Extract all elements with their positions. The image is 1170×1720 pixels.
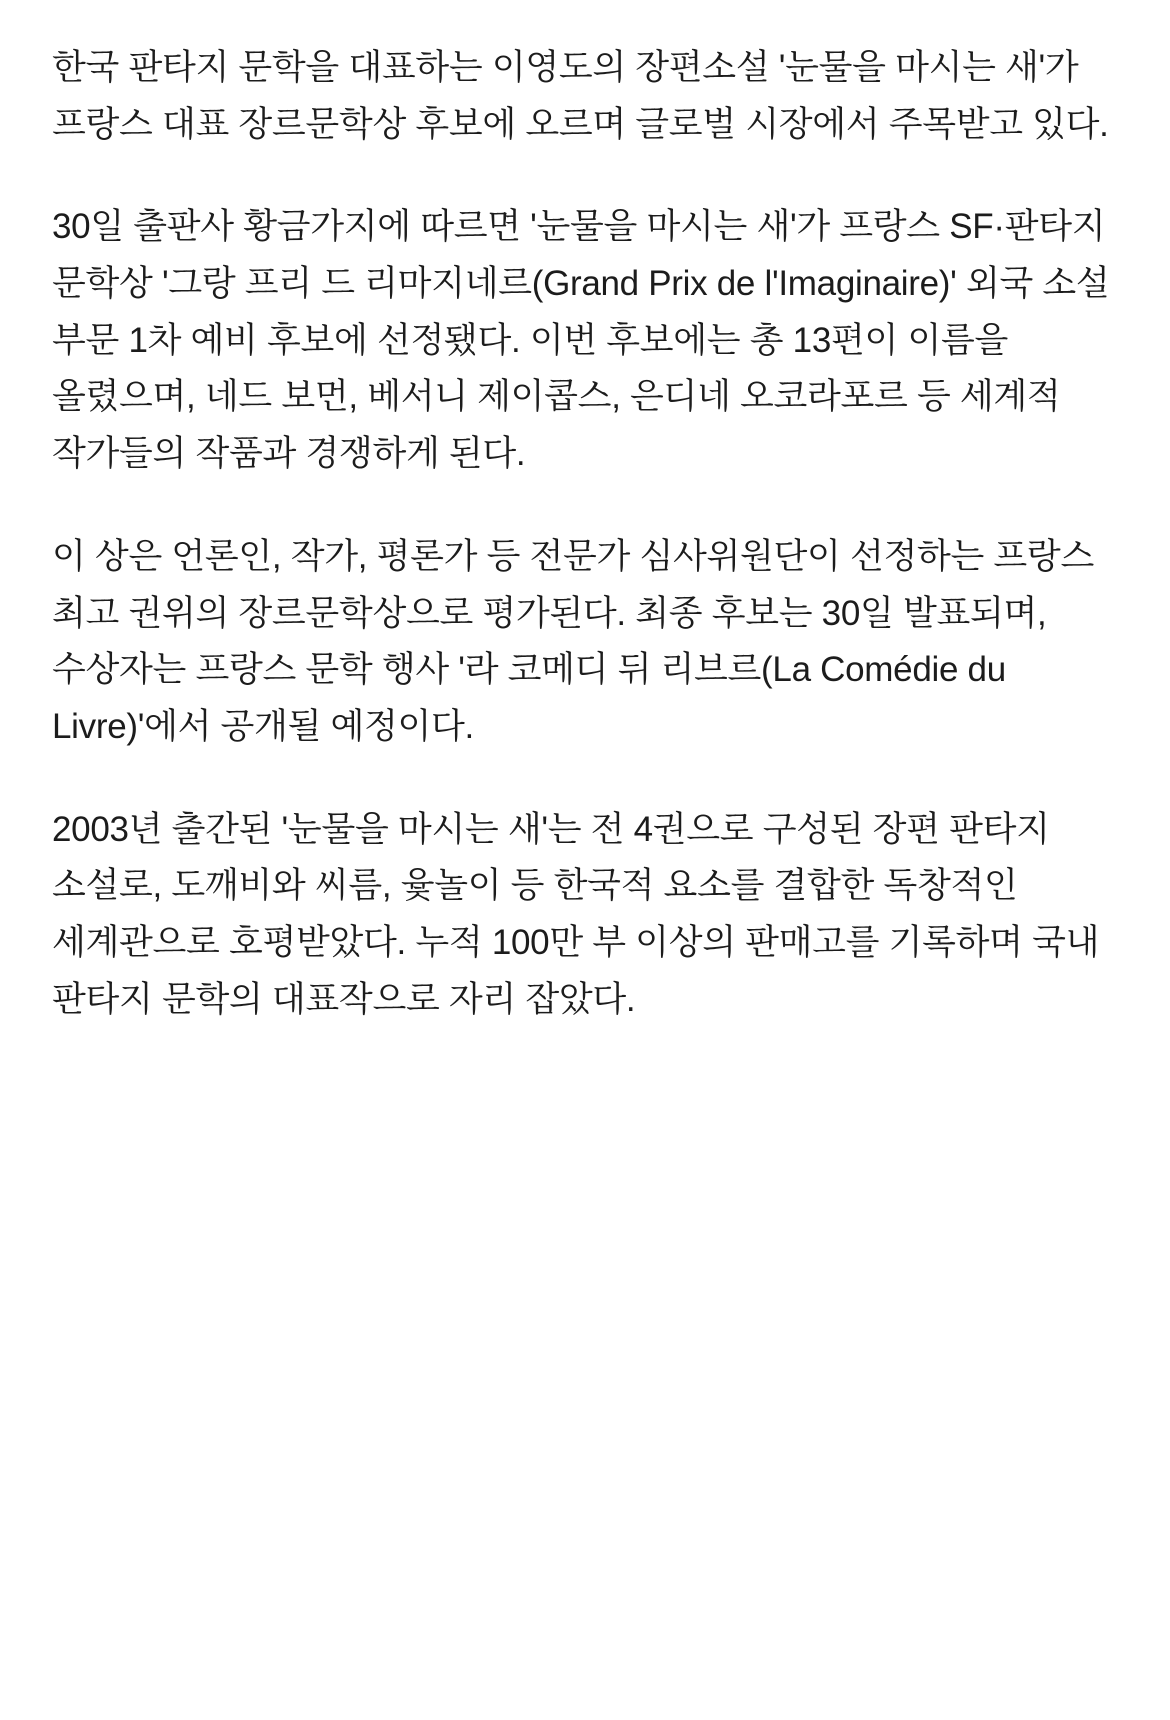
article-paragraph: 2003년 출간된 '눈물을 마시는 새'는 전 4권으로 구성된 장편 판타지 소설로, 도깨비와 씨름, 윷놀이 등 한국적 요소를 결합한 독창적인 세계관으로 호평받았다. 누적 100만 부 이상의 판매고를 기록하며 국내 판타지 문학의 대표작으로 자리 잡았다. xyxy=(52,809,1100,1019)
article-paragraph: 한국 판타지 문학을 대표하는 이영도의 장편소설 '눈물을 마시는 새'가 프랑스 대표 장르문학상 후보에 오르며 글로벌 시장에서 주목받고 있다. xyxy=(52,48,1109,144)
article-paragraph: 30일 출판사 황금가지에 따르면 '눈물을 마시는 새'가 프랑스 SF·판타지 문학상 '그랑 프리 드 리마지네르(Grand Prix de l'Imaginaire)' 외국 소설 부문 1차 예비 후보에 선정됐다. 이번 후보에는 총 13편이 이름을 올렸으며, 네드 보먼, 베서니 제이콥스, 은디네 오코라포르 등 세계적 작가들의 작품과 경쟁하게 된다. xyxy=(52,207,1110,474)
article-paragraph: 이 상은 언론인, 작가, 평론가 등 전문가 심사위원단이 선정하는 프랑스 최고 권위의 장르문학상으로 평가된다. 최종 후보는 30일 발표되며, 수상자는 프랑스 문학 행사 '라 코메디 뒤 리브르(La Comédie du Livre)'에서 공개될 예정이다. xyxy=(52,536,1094,746)
